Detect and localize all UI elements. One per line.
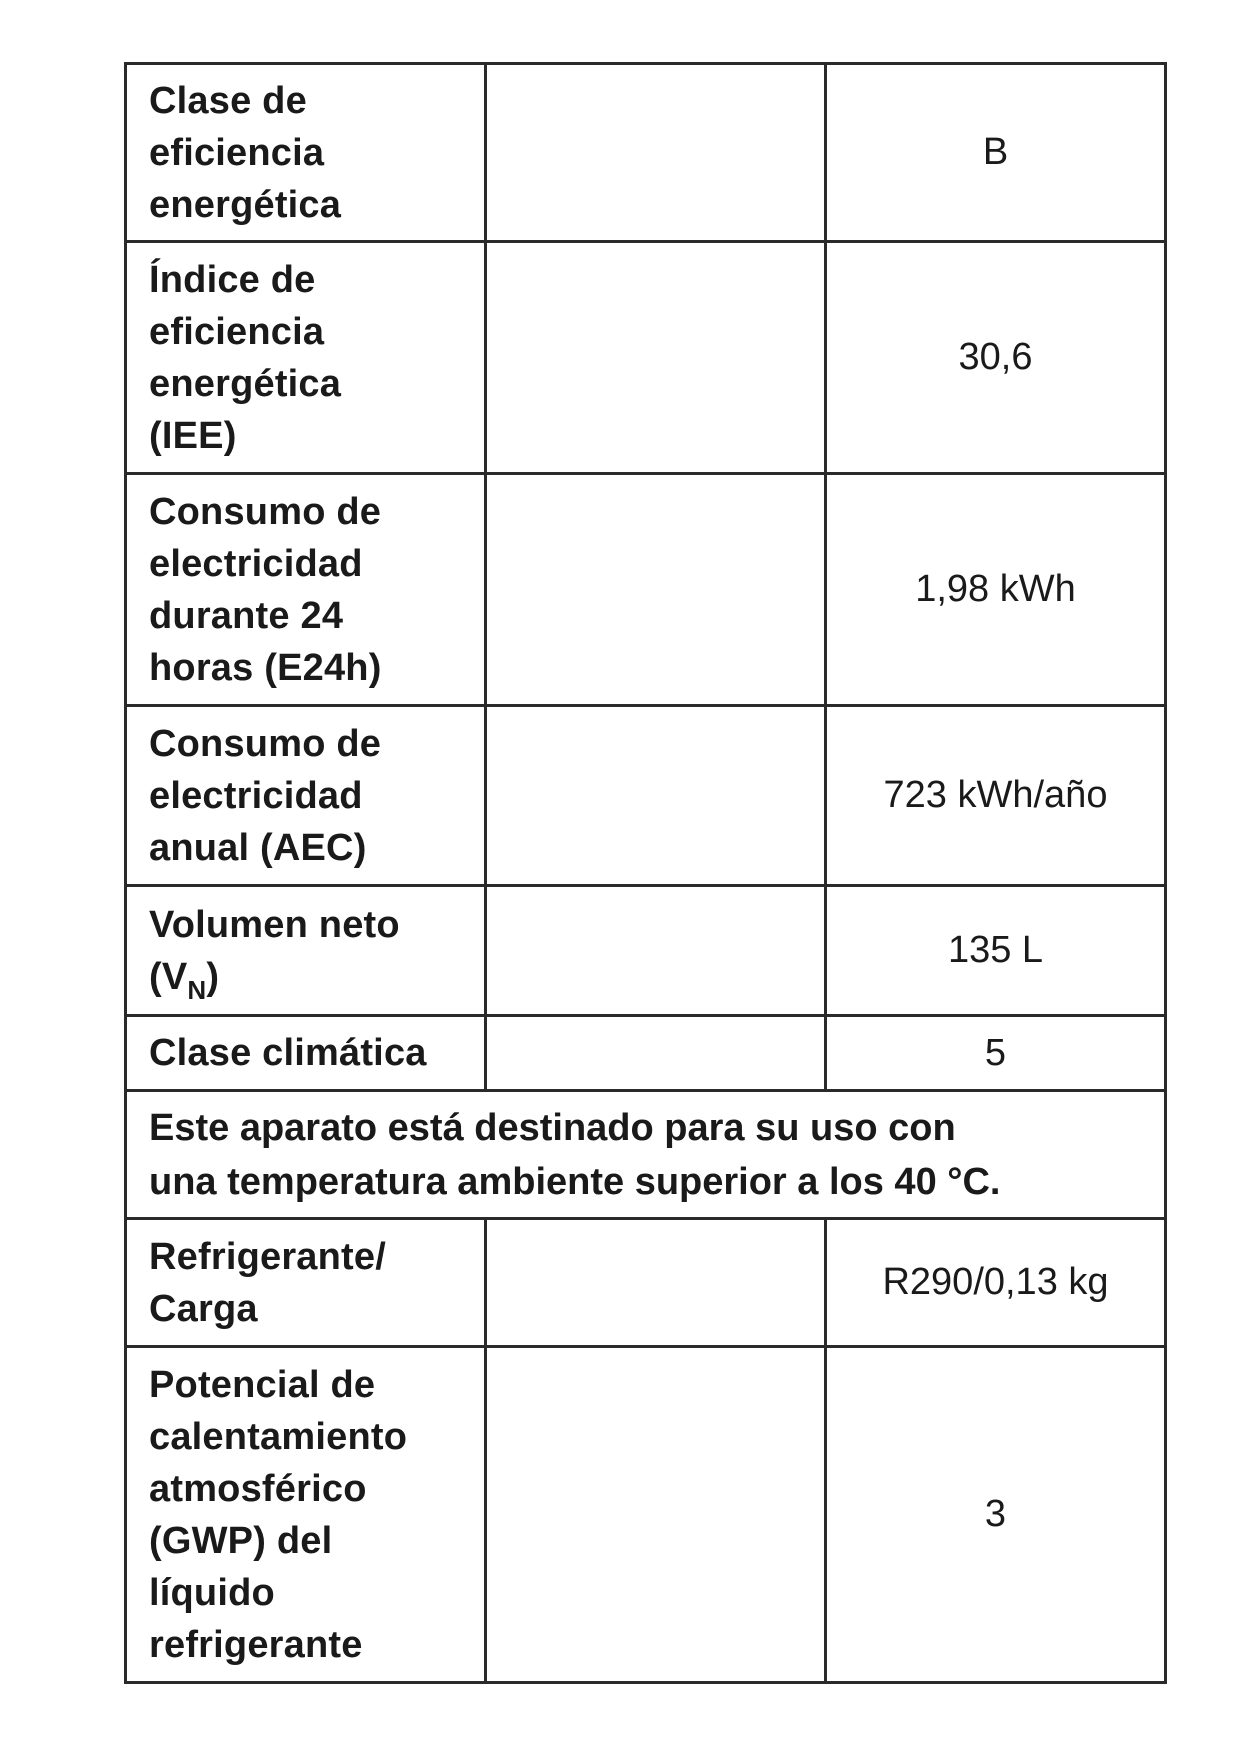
label-line: Consumo de	[149, 490, 382, 533]
table-row	[126, 1091, 1166, 1219]
empty-cell	[486, 1347, 826, 1683]
label-line: energética	[149, 183, 342, 226]
row-value: 135 L	[826, 886, 1166, 1016]
row-label	[126, 64, 486, 242]
empty-cell	[486, 706, 826, 886]
label-line: electricidad	[149, 774, 363, 817]
table-row	[126, 64, 1166, 242]
note-line: Este aparato está destinado para su uso con	[149, 1106, 956, 1149]
table-row	[126, 706, 1166, 886]
label-line: eficiencia	[149, 131, 325, 174]
row-label	[126, 1219, 486, 1347]
row-value: 5	[826, 1016, 1166, 1091]
row-value: 30,6	[826, 242, 1166, 474]
row-label	[126, 1016, 486, 1091]
note-cell	[126, 1091, 1166, 1219]
label-line: líquido	[149, 1571, 275, 1614]
label-line: atmosférico	[149, 1467, 367, 1510]
label-line-with-subscript	[149, 951, 484, 1003]
label-line: Índice de	[149, 258, 316, 301]
label-line: (IEE)	[149, 414, 237, 457]
row-value: 723 kWh/año	[826, 706, 1166, 886]
empty-cell	[486, 474, 826, 706]
label-line: Refrigerante/	[149, 1235, 387, 1278]
subscript-text: N	[187, 974, 207, 1005]
label-line: anual (AEC)	[149, 826, 367, 869]
row-value: 1,98 kWh	[826, 474, 1166, 706]
label-text: )	[206, 955, 220, 998]
row-value: 3	[826, 1347, 1166, 1683]
table-row	[126, 474, 1166, 706]
row-label	[126, 474, 486, 706]
label-line: durante 24	[149, 594, 344, 637]
label-line: refrigerante	[149, 1623, 363, 1666]
table-row	[126, 1016, 1166, 1091]
label-line: Potencial de	[149, 1363, 376, 1406]
label-line: Carga	[149, 1287, 258, 1330]
label-line: electricidad	[149, 542, 363, 585]
row-label	[126, 242, 486, 474]
row-value: R290/0,13 kg	[826, 1219, 1166, 1347]
empty-cell	[486, 242, 826, 474]
label-text: (V	[149, 955, 188, 998]
table-row	[126, 886, 1166, 1016]
label-line: Clase de	[149, 79, 307, 122]
label-line: energética	[149, 362, 342, 405]
row-label	[126, 706, 486, 886]
label-line: eficiencia	[149, 310, 325, 353]
label-line: Volumen neto	[149, 903, 400, 946]
row-value: B	[826, 64, 1166, 242]
energy-spec-table	[124, 62, 1167, 1684]
label-line: (GWP) del	[149, 1519, 333, 1562]
empty-cell	[486, 1016, 826, 1091]
table-row	[126, 242, 1166, 474]
empty-cell	[486, 64, 826, 242]
note-line: una temperatura ambiente superior a los 40 °C.	[149, 1160, 1001, 1203]
empty-cell	[486, 1219, 826, 1347]
row-label	[126, 1347, 486, 1683]
label-line: horas (E24h)	[149, 646, 382, 689]
label-line: Consumo de	[149, 722, 382, 765]
row-label	[126, 886, 486, 1016]
table-row	[126, 1347, 1166, 1683]
table-row	[126, 1219, 1166, 1347]
label-line: Clase climática	[149, 1032, 427, 1074]
empty-cell	[486, 886, 826, 1016]
label-line: calentamiento	[149, 1415, 408, 1458]
